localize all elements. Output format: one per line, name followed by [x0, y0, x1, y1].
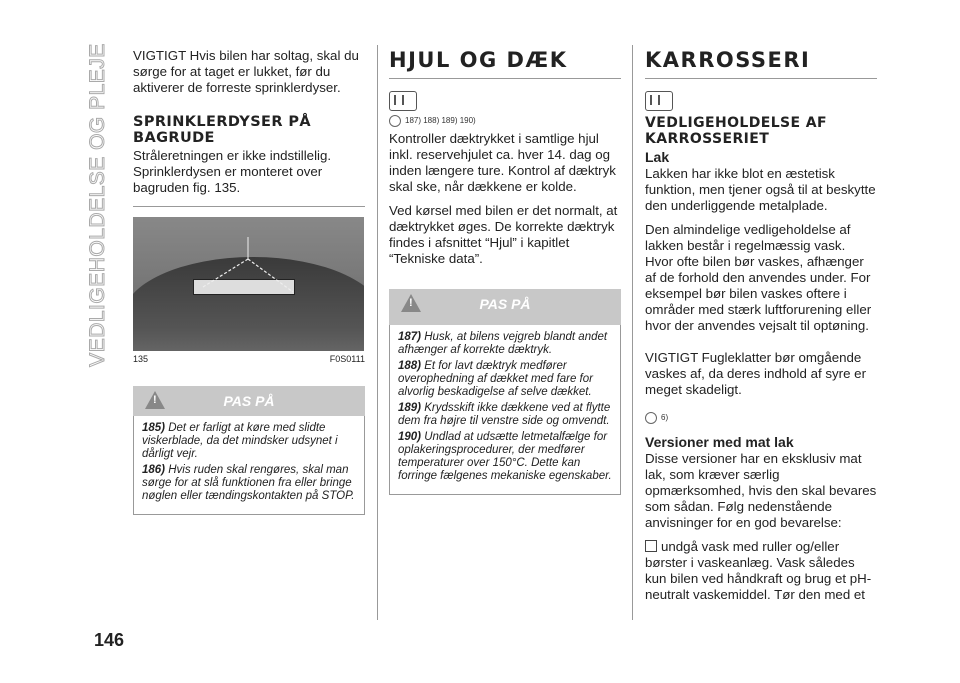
paragraph: Ved kørsel med bilen er det normalt, at dæktrykket øges. De korrekte dæktryk findes i afsnittet “Hjul” i kapitlet “Tekniske data”.: [389, 203, 618, 266]
list-item: undgå vask med ruller og/eller børster i vaskeanlæg. Vask således kun bilen ved håndkraft og brug et pH-neutralt vaskemiddel. Tør den med et: [645, 539, 872, 602]
warning-item: 187) Husk, at bilens vejgreb blandt andet afhænger af korrekte dæktryk.: [398, 331, 608, 356]
warning-box: [389, 289, 621, 495]
warning-title: PAS PÅ: [223, 393, 275, 409]
warning-box: [133, 386, 365, 515]
paragraph: VIGTIGT Fugleklatter bør omgående vaskes af, da deres indhold af syre er meget skadeligt.: [645, 350, 866, 397]
paragraph: Kontroller dæktrykket i samtlige hjul inkl. reservehjulet ca. hver 14. dag og inden længere ture. Kontrol af dæktryk skal ske, når dækkene er kolde.: [389, 131, 616, 194]
warning-icon: [389, 115, 401, 127]
page-number: 146: [94, 630, 125, 650]
warning-item: 188) Et for lavt dæktryk medfører overophedning af dækket med fare for alvorlig beskadigelse af selve dækket.: [398, 360, 593, 398]
subheading: Versioner med mat lak: [645, 434, 794, 450]
figure-code: F0S0111: [329, 354, 365, 364]
warning-item: 186) Hvis ruden skal rengøres, skal man sørge for at slå funktionen fra eller bringe nøglen eller tændingskontakten på STOP.: [142, 464, 355, 502]
warning-title: PAS PÅ: [479, 296, 531, 312]
warning-item: 190) Undlad at udsætte letmetalfælge for oplakeringsprocedurer, der medfører temperaturer over 150°C. Dette kan forringe fælgenes mekaniske egenskaber.: [398, 431, 612, 482]
tools-icon: [645, 91, 673, 111]
warning-item: 189) Krydsskift ikke dækkene ved at flytte dem fra højre til venstre side og omvendt.: [398, 402, 611, 427]
references: 187) 188) 189) 190): [405, 116, 476, 126]
reference: 6): [661, 413, 669, 423]
paragraph: Disse versioner har en eksklusiv mat lak, som kræver særlig opmærksomhed, hvis den skal bevares som sådan. Følg nedenstående anvisninger for en god bevarelse:: [645, 451, 877, 530]
column-1: [133, 48, 365, 515]
divider: [133, 206, 365, 207]
sidebar-chapter-title: VEDLIGEHOLDELSE OG PLEJE: [86, 43, 109, 367]
section-title: KARROSSERI: [645, 48, 877, 79]
column-3: [645, 48, 877, 611]
paragraph: Den almindelige vedligeholdelse af lakken består i regelmæssig vask. Hvor ofte bilen bør vaskes, afhænger af de forhold den anvendes under. For eksempel bør bilen vaskes oftere i områder med stærk luftforurening eller hvor der anvendes vejsalt til optøning.: [645, 222, 872, 333]
info-icon: [645, 412, 657, 424]
section-heading: VEDLIGEHOLDELSE AF KARROSSERIET: [645, 115, 827, 147]
column-divider: [377, 45, 378, 620]
section-title: HJUL OG DÆK: [389, 48, 621, 79]
warning-item: 185) Det er farligt at køre med slidte viskerblade, da det mindsker udsynet i dårligt vejr.: [142, 422, 338, 460]
column-divider: [632, 45, 633, 620]
column-2: [389, 48, 621, 495]
paragraph: Stråleretningen er ikke indstillelig. Sprinklerdysen er monteret over bagruden fig. 135.: [133, 148, 332, 195]
checkbox-bullet-icon: [645, 540, 657, 552]
figure-number: 135: [133, 354, 149, 364]
tools-icon: [389, 91, 417, 111]
paragraph: Lakken har ikke blot en æstetisk funktion, men tjener også til at beskytte den underliggende metalplade.: [645, 166, 876, 213]
figure-image: [133, 217, 364, 351]
subheading: Lak: [645, 149, 670, 165]
section-heading: SPRINKLERDYSER PÅ BAGRUDE: [133, 114, 312, 146]
intro-paragraph: VIGTIGT Hvis bilen har soltag, skal du sørge for at taget er lukket, før du aktiverer de forreste sprinklerdyser.: [133, 48, 359, 95]
